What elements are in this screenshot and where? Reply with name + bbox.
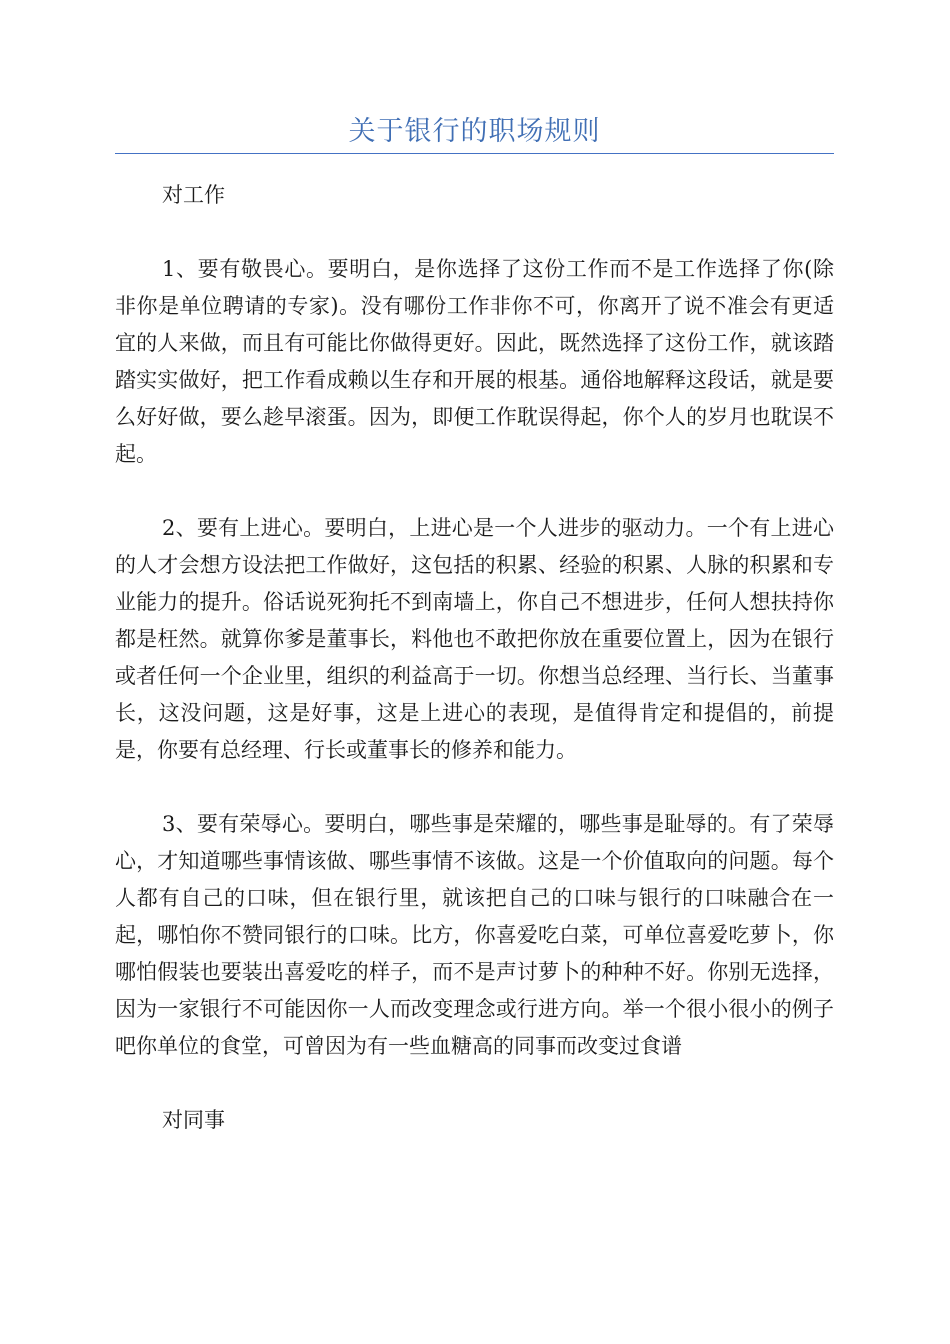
paragraph-respect: 1、要有敬畏心。要明白，是你选择了这份工作而不是工作选择了你(除非你是单位聘请的专家)。没有哪份工作非你不可，你离开了说不准会有更适宜的人来做，而且有可能比你做得更好。因此，既然选择了这份工作，就该踏踏实实做好，把工作看成赖以生存和开展的根基。通俗地解释这段话，就是要么好好做，要么趁早滚蛋。因为，即便工作耽误得起，你个人的岁月也耽误不起。	[115, 257, 834, 466]
document-body	[115, 177, 834, 1139]
section-heading-colleagues: 对同事	[162, 1108, 225, 1132]
paragraph-honor: 3、要有荣辱心。要明白，哪些事是荣耀的，哪些事是耻辱的。有了荣辱心，才知道哪些事情该做、哪些事情不该做。这是一个价值取向的问题。每个人都有自己的口味，但在银行里，就该把自己的口味与银行的口味融合在一起，哪怕你不赞同银行的口味。比方，你喜爱吃白菜，可单位喜爱吃萝卜，你哪怕假装也要装出喜爱吃的样子，而不是声讨萝卜的种种不好。你别无选择，因为一家银行不可能因你一人而改变理念或行进方向。举一个很小很小的例子吧你单位的食堂，可曾因为有一些血糖高的同事而改变过食谱	[115, 812, 834, 1058]
title-underline	[115, 153, 834, 154]
paragraph-spacer	[115, 214, 834, 251]
paragraph-spacer	[115, 473, 834, 510]
paragraph-spacer	[115, 1065, 834, 1102]
paragraph-ambition: 2、要有上进心。要明白，上进心是一个人进步的驱动力。一个有上进心的人才会想方设法把工作做好，这包括的积累、经验的积累、人脉的积累和专业能力的提升。俗话说死狗托不到南墙上，你自己不想进步，任何人想扶持你都是枉然。就算你爹是董事长，料他也不敢把你放在重要位置上，因为在银行或者任何一个企业里，组织的利益高于一切。你想当总经理、当行长、当董事长，这没问题，这是好事，这是上进心的表现，是值得肯定和提倡的，前提是，你要有总经理、行长或董事长的修养和能力。	[115, 516, 834, 762]
section-heading-work: 对工作	[162, 183, 225, 207]
paragraph-spacer	[115, 769, 834, 806]
document-title: 关于银行的职场规则	[348, 116, 601, 147]
